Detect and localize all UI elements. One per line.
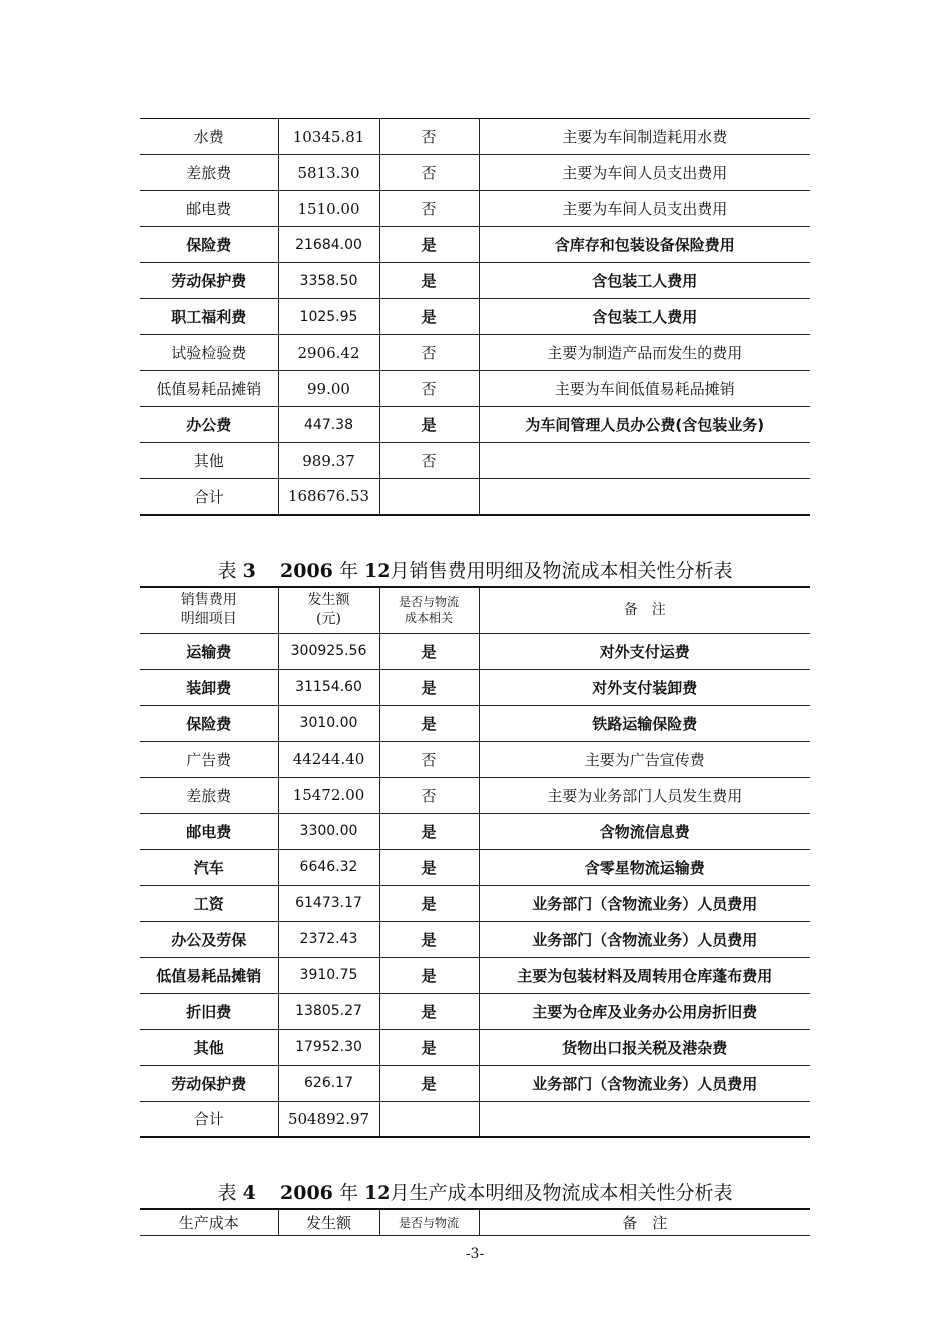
cell-related: 是: [379, 407, 479, 443]
table-4-caption: [0, 1178, 950, 1205]
cell-amount: 17952.30: [278, 1029, 379, 1065]
table-row: [140, 705, 810, 741]
cell-related: 是: [379, 921, 479, 957]
manufacturing-expense-table: [140, 118, 810, 516]
cell-item: 其他: [140, 1029, 278, 1065]
table-row: [140, 993, 810, 1029]
header-amount: 发生额: [278, 1209, 379, 1235]
cell-note: 含包装工人费用: [479, 263, 810, 299]
cell-item: 办公及劳保: [140, 921, 278, 957]
total-row: [140, 479, 810, 515]
cell-amount: 13805.27: [278, 993, 379, 1029]
cell-item: 低值易耗品摊销: [140, 371, 278, 407]
cell-related: 是: [379, 813, 479, 849]
cell-related: [379, 479, 479, 515]
sales-expense-table-body: [140, 587, 810, 1137]
cell-note: 为车间管理人员办公费(含包装业务): [479, 407, 810, 443]
table-header-row: [140, 1209, 810, 1235]
table-row: [140, 407, 810, 443]
cell-related: 否: [379, 741, 479, 777]
cell-item: 职工福利费: [140, 299, 278, 335]
table-row: [140, 885, 810, 921]
caption-year-unit: 年: [338, 560, 358, 582]
header-item: 生产成本: [140, 1209, 278, 1235]
cell-note: 业务部门（含物流业务）人员费用: [479, 1065, 810, 1101]
cell-related: 否: [379, 443, 479, 479]
cell-related: 是: [379, 299, 479, 335]
manufacturing-expense-table-body: [140, 119, 810, 515]
cell-item: 试验检验费: [140, 335, 278, 371]
total-label: 合计: [140, 479, 278, 515]
cell-note: 含物流信息费: [479, 813, 810, 849]
table-row: [140, 119, 810, 155]
cell-item: 保险费: [140, 227, 278, 263]
cell-item: 劳动保护费: [140, 263, 278, 299]
table-3-caption: [0, 556, 950, 583]
caption-month: 12: [364, 560, 391, 582]
cell-item: 其他: [140, 443, 278, 479]
cell-related: [379, 1101, 479, 1137]
cell-item: 汽车: [140, 849, 278, 885]
cell-note: [479, 443, 810, 479]
cell-related: 是: [379, 957, 479, 993]
table-row: [140, 921, 810, 957]
table-row: [140, 957, 810, 993]
cell-amount: 61473.17: [278, 885, 379, 921]
header-related: 是否与物流: [379, 1209, 479, 1235]
cell-item: 保险费: [140, 705, 278, 741]
table-row: [140, 633, 810, 669]
cell-item: 工资: [140, 885, 278, 921]
cell-related: 是: [379, 993, 479, 1029]
cell-amount: 300925.56: [278, 633, 379, 669]
table-row: [140, 371, 810, 407]
cell-note: 铁路运输保险费: [479, 705, 810, 741]
cell-note: [479, 479, 810, 515]
cell-amount: 2372.43: [278, 921, 379, 957]
cell-item: 装卸费: [140, 669, 278, 705]
caption-year: 2006: [280, 1182, 333, 1204]
cell-related: 是: [379, 263, 479, 299]
cell-note: 含包装工人费用: [479, 299, 810, 335]
cell-related: 否: [379, 777, 479, 813]
cell-related: 是: [379, 633, 479, 669]
cell-related: 是: [379, 849, 479, 885]
production-cost-table: [140, 1208, 810, 1236]
cell-item: 差旅费: [140, 155, 278, 191]
cell-note: 主要为包装材料及周转用仓库蓬布费用: [479, 957, 810, 993]
cell-related: 是: [379, 1065, 479, 1101]
table-row: [140, 299, 810, 335]
table-header-row: [140, 587, 810, 633]
cell-amount: 5813.30: [278, 155, 379, 191]
caption-year-unit: 年: [338, 1182, 358, 1204]
cell-note: 含零星物流运输费: [479, 849, 810, 885]
cell-item: 办公费: [140, 407, 278, 443]
cell-note: 主要为仓库及业务办公用房折旧费: [479, 993, 810, 1029]
cell-note: 主要为制造产品而发生的费用: [479, 335, 810, 371]
page-number: -3-: [465, 1246, 485, 1262]
header-note: 备 注: [479, 587, 810, 633]
cell-note: 业务部门（含物流业务）人员费用: [479, 885, 810, 921]
cell-note: 主要为车间制造耗用水费: [479, 119, 810, 155]
header-item: 销售费用 明细项目: [140, 587, 278, 633]
cell-item: 劳动保护费: [140, 1065, 278, 1101]
table-row: [140, 443, 810, 479]
caption-number: 3: [242, 560, 256, 582]
cell-note: 主要为车间人员支出费用: [479, 191, 810, 227]
total-amount: 168676.53: [278, 479, 379, 515]
total-row: [140, 1101, 810, 1137]
cell-related: 否: [379, 119, 479, 155]
cell-amount: 44244.40: [278, 741, 379, 777]
cell-amount: 31154.60: [278, 669, 379, 705]
caption-title: 月销售费用明细及物流成本相关性分析表: [390, 560, 733, 582]
cell-note: 对外支付运费: [479, 633, 810, 669]
cell-amount: 3358.50: [278, 263, 379, 299]
cell-amount: 10345.81: [278, 119, 379, 155]
cell-note: [479, 1101, 810, 1137]
cell-amount: 3010.00: [278, 705, 379, 741]
cell-amount: 447.38: [278, 407, 379, 443]
cell-amount: 3910.75: [278, 957, 379, 993]
total-amount: 504892.97: [278, 1101, 379, 1137]
cell-item: 邮电费: [140, 191, 278, 227]
table-row: [140, 813, 810, 849]
sales-expense-table: [140, 586, 810, 1138]
cell-note: 主要为车间人员支出费用: [479, 155, 810, 191]
cell-item: 低值易耗品摊销: [140, 957, 278, 993]
table-row: [140, 669, 810, 705]
cell-item: 邮电费: [140, 813, 278, 849]
table-row: [140, 155, 810, 191]
cell-amount: 21684.00: [278, 227, 379, 263]
header-related: 是否与物流 成本相关: [379, 587, 479, 633]
cell-amount: 626.17: [278, 1065, 379, 1101]
cell-note: 主要为车间低值易耗品摊销: [479, 371, 810, 407]
cell-note: 对外支付装卸费: [479, 669, 810, 705]
table-row: [140, 191, 810, 227]
cell-amount: 2906.42: [278, 335, 379, 371]
cell-related: 是: [379, 885, 479, 921]
table-row: [140, 777, 810, 813]
caption-year: 2006: [280, 560, 333, 582]
header-note: 备 注: [479, 1209, 810, 1235]
cell-related: 是: [379, 669, 479, 705]
table-row: [140, 227, 810, 263]
cell-amount: 1510.00: [278, 191, 379, 227]
cell-note: 主要为业务部门人员发生费用: [479, 777, 810, 813]
cell-item: 折旧费: [140, 993, 278, 1029]
cell-amount: 1025.95: [278, 299, 379, 335]
cell-note: 货物出口报关税及港杂费: [479, 1029, 810, 1065]
table-row: [140, 335, 810, 371]
cell-related: 否: [379, 155, 479, 191]
header-amount: 发生额 (元): [278, 587, 379, 633]
cell-amount: 6646.32: [278, 849, 379, 885]
table-row: [140, 1065, 810, 1101]
cell-item: 广告费: [140, 741, 278, 777]
cell-item: 水费: [140, 119, 278, 155]
cell-note: 含库存和包装设备保险费用: [479, 227, 810, 263]
table-row: [140, 741, 810, 777]
caption-prefix: 表: [217, 560, 237, 582]
cell-related: 是: [379, 227, 479, 263]
caption-number: 4: [242, 1182, 256, 1204]
cell-amount: 15472.00: [278, 777, 379, 813]
cell-related: 否: [379, 335, 479, 371]
caption-prefix: 表: [217, 1182, 237, 1204]
cell-related: 是: [379, 705, 479, 741]
caption-title: 月生产成本明细及物流成本相关性分析表: [390, 1182, 733, 1204]
cell-note: 业务部门（含物流业务）人员费用: [479, 921, 810, 957]
total-label: 合计: [140, 1101, 278, 1137]
cell-item: 运输费: [140, 633, 278, 669]
cell-related: 否: [379, 371, 479, 407]
table-row: [140, 1029, 810, 1065]
cell-note: 主要为广告宣传费: [479, 741, 810, 777]
cell-amount: 99.00: [278, 371, 379, 407]
table-row: [140, 849, 810, 885]
cell-related: 是: [379, 1029, 479, 1065]
caption-month: 12: [364, 1182, 391, 1204]
cell-item: 差旅费: [140, 777, 278, 813]
cell-amount: 989.37: [278, 443, 379, 479]
cell-amount: 3300.00: [278, 813, 379, 849]
cell-related: 否: [379, 191, 479, 227]
table-row: [140, 263, 810, 299]
